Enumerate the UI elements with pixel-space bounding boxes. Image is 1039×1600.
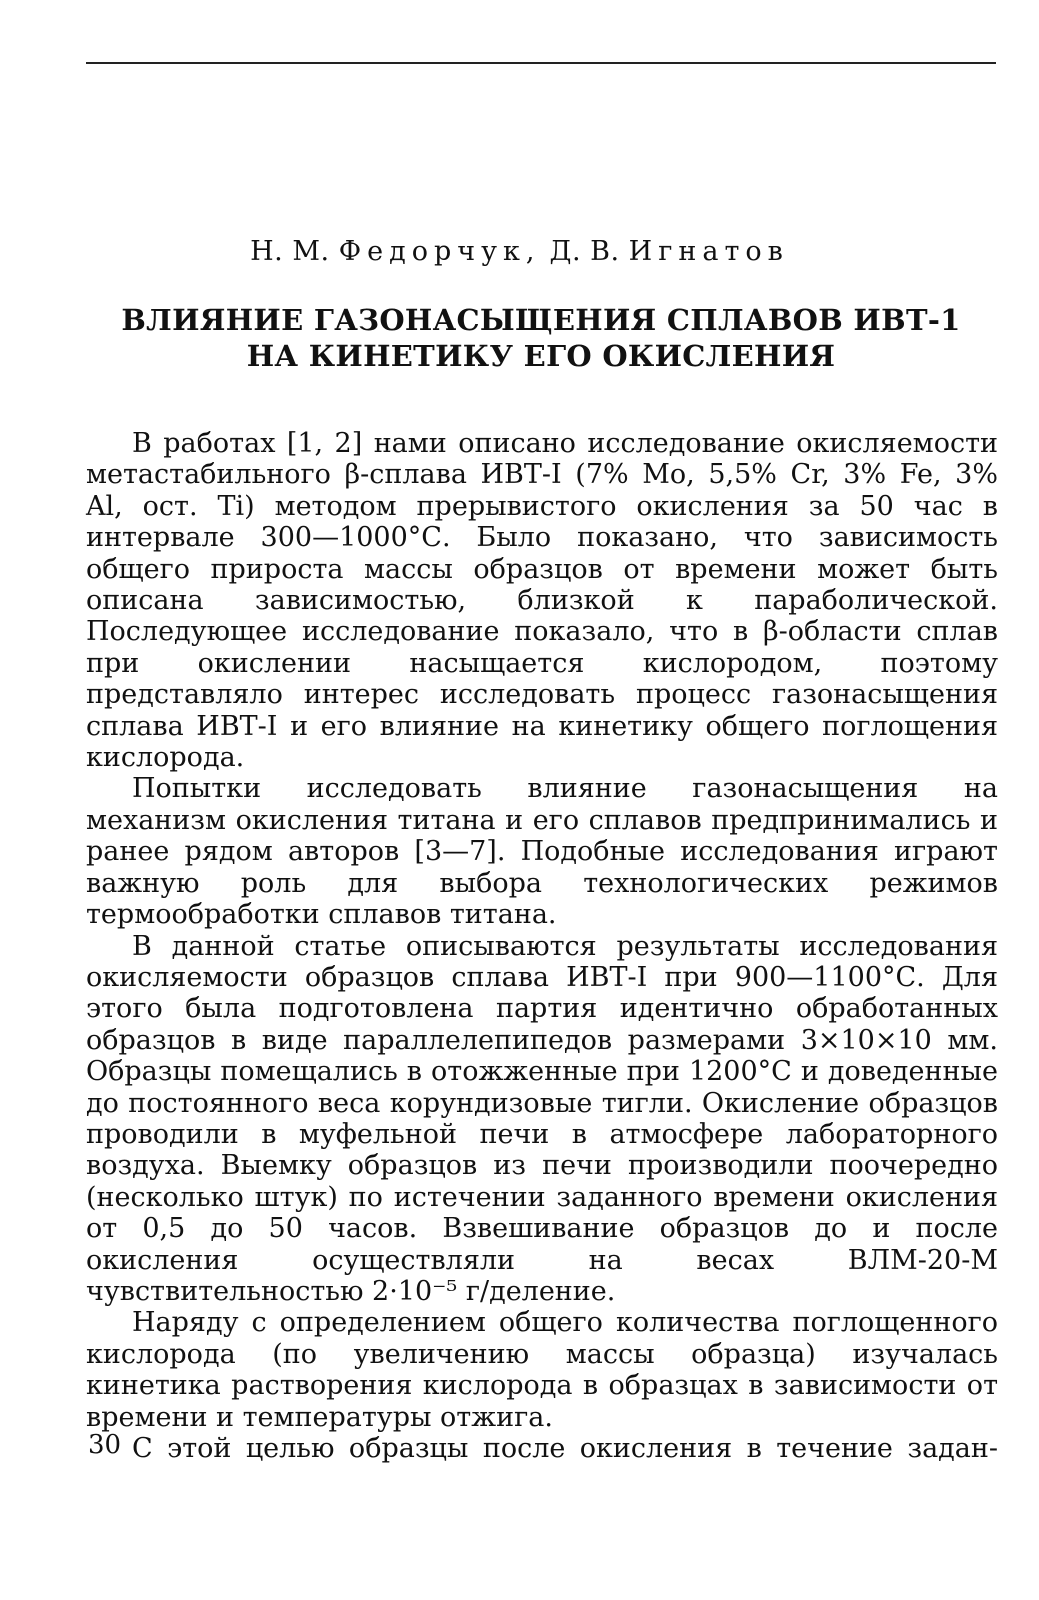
title-line-2: НА КИНЕТИКУ ЕГО ОКИСЛЕНИЯ	[246, 339, 836, 373]
author-2-initials: Д. В.	[549, 236, 620, 267]
page-number: 30	[88, 1430, 122, 1460]
author-1-surname: Федорчук,	[338, 236, 541, 267]
paragraph-5: С этой целью образцы после окисления в течение задан-	[132, 1433, 998, 1464]
article-title	[86, 302, 996, 374]
authors-line	[0, 236, 1039, 267]
paragraph-1: В работах [1, 2] нами описано исследование окисляемости метастабильного β-сплава ИВТ-I (7% Mo, 5,5% Cr, 3% Fe, 3% Al, ост. Ti) методом прерывистого окисления за 50 час в интервале 300—1000°С. Было показано, что зависимость общего прироста массы образцов от времени может быть описана зависимостью, близкой к параболической. Последующее исследование показало, что в β-области сплав при окислении насыщается кислородом, поэтому представляло интерес исследовать процесс газонасыщения сплава ИВТ-I и его влияние на кинетику общего поглощения кислорода.	[86, 428, 998, 774]
author-2-surname: Игнатов	[628, 236, 789, 267]
paragraph-2: Попытки исследовать влияние газонасыщения на механизм окисления титана и его сплавов предпринимались и ранее рядом авторов [3—7]. Подобные исследования играют важную роль для выбора технологических режимов термообработки сплавов титана.	[86, 773, 998, 931]
article-body	[86, 428, 998, 1464]
paragraph-4: Наряду с определением общего количества поглощенного кислорода (по увеличению массы образца) изучалась кинетика растворения кислорода в образцах в зависимости от времени и температуры отжига.	[86, 1307, 998, 1433]
top-rule	[86, 62, 996, 64]
title-line-1: ВЛИЯНИЕ ГАЗОНАСЫЩЕНИЯ СПЛАВОВ ИВТ-1	[121, 303, 961, 337]
author-1-initials: Н. М.	[250, 236, 330, 267]
paragraph-3: В данной статье описываются результаты исследования окисляемости образцов сплава ИВТ-I при 900—1100°С. Для этого была подготовлена партия идентично обработанных образцов в виде параллелепипедов размерами 3×10×10 мм. Образцы помещались в отожженные при 1200°С и доведенные до постоянного веса корундизовые тигли. Окисление образцов проводили в муфельной печи в атмосфере лабораторного воздуха. Выемку образцов из печи производили поочередно (несколько штук) по истечении заданного времени окисления от 0,5 до 50 часов. Взвешивание образцов до и после окисления осуществляли на весах ВЛМ-20-М чувствительностью 2·10⁻⁵ г/деление.	[86, 930, 998, 1307]
